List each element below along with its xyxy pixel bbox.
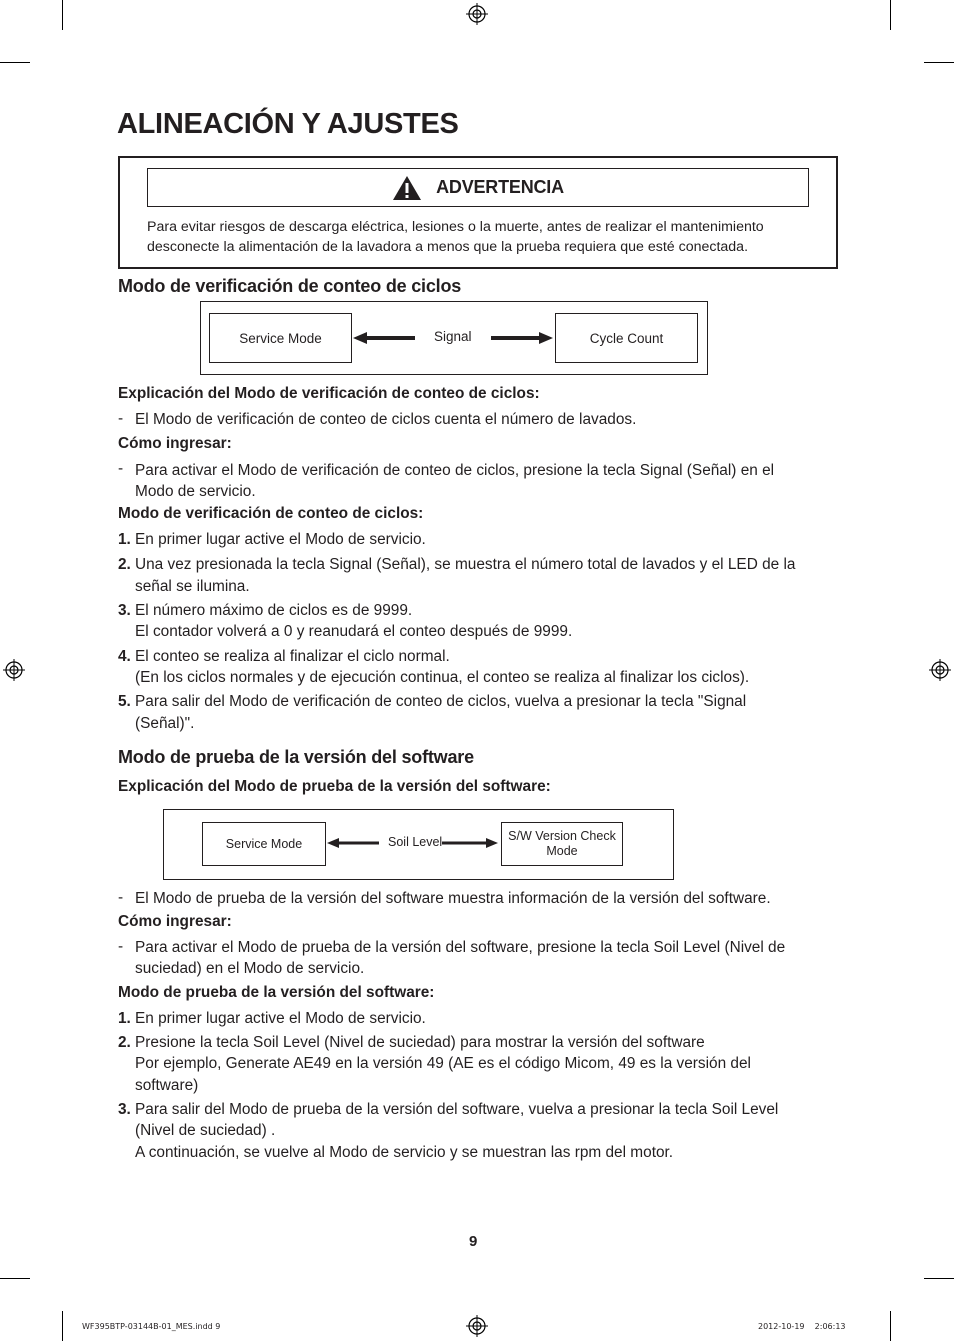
explanation-item: El Modo de verificación de conteo de ciclos cuenta el número de lavados. (135, 411, 637, 428)
step-text: Para salir del Modo de verificación de conteo de ciclos, vuelva a presionar la tecla "Signal (135, 693, 747, 710)
step-number: 3. (118, 1101, 131, 1118)
warning-box (118, 156, 838, 269)
warning-triangle-icon (392, 175, 422, 201)
warning-heading: ADVERTENCIA (436, 177, 564, 197)
step-text: En primer lugar active el Modo de servicio. (135, 1010, 426, 1027)
service-mode-box: Service Mode (202, 822, 326, 866)
bullet-dash: - (118, 938, 124, 955)
mode-heading: Modo de prueba de la versión del software: (118, 984, 435, 1001)
crop-mark (890, 0, 891, 30)
sw-version-line2: Mode (546, 844, 578, 858)
step-number: 3. (118, 602, 131, 619)
cycle-count-box: Cycle Count (555, 313, 698, 363)
enter-heading: Cómo ingresar: (118, 435, 232, 452)
footer-file-name: WF395BTP-03144B-01_MES.indd 9 (82, 1322, 221, 1331)
crop-mark (890, 1311, 891, 1341)
explanation-item: El Modo de prueba de la versión del software muestra información de la versión del software. (135, 890, 771, 907)
software-section-heading: Modo de prueba de la versión del software (118, 747, 474, 767)
footer-timestamp: 2012-10-19 2:06:13 (758, 1322, 846, 1331)
sw-version-line1: S/W Version Check (508, 829, 616, 843)
cycle-section-heading: Modo de verificación de conteo de ciclos (118, 276, 462, 296)
explanation-heading: Explicación del Modo de verificación de conteo de ciclos: (118, 385, 540, 402)
crop-mark (0, 62, 30, 63)
crop-mark (62, 0, 63, 30)
soil-level-label: Soil Level (388, 835, 443, 849)
registration-mark-icon (3, 659, 25, 681)
step-number: 5. (118, 693, 131, 710)
mode-heading: Modo de verificación de conteo de ciclos: (118, 505, 424, 522)
step-text: software) (135, 1077, 199, 1094)
software-diagram (163, 809, 674, 880)
step-text: A continuación, se vuelve al Modo de servicio y se muestran las rpm del motor. (135, 1144, 674, 1161)
arrow-left-icon (327, 837, 381, 849)
step-text: Para salir del Modo de prueba de la versión del software, vuelva a presionar la tecla Soil Level (135, 1101, 779, 1118)
warning-text: Para evitar riesgos de descarga eléctrica, lesiones o la muerte, antes de realizar el mantenimiento desconecte la alimentación de la lavadora a menos que la prueba requiera que esté conectada. (147, 219, 764, 255)
step-text: Una vez presionada la tecla Signal (Señal), se muestra el número total de lavados y el LED de la (135, 556, 796, 573)
page-number: 9 (469, 1233, 478, 1250)
enter-item-line2: Modo de servicio. (135, 483, 256, 500)
crop-mark (924, 62, 954, 63)
enter-item-line1: Para activar el Modo de prueba de la versión del software, presione la tecla Soil Level (Nivel de (135, 939, 786, 956)
step-text: El conteo se realiza al finalizar el ciclo normal. (135, 648, 450, 665)
enter-item-line2: suciedad) en el Modo de servicio. (135, 960, 365, 977)
step-text: En primer lugar active el Modo de servicio. (135, 531, 426, 548)
registration-mark-icon (929, 659, 951, 681)
registration-mark-icon (466, 3, 488, 25)
step-text: Presione la tecla Soil Level (Nivel de suciedad) para mostrar la versión del software (135, 1034, 705, 1051)
crop-mark (0, 1278, 30, 1279)
explanation-heading: Explicación del Modo de prueba de la versión del software: (118, 778, 551, 795)
step-text: El número máximo de ciclos es de 9999. (135, 602, 413, 619)
service-mode-box: Service Mode (209, 313, 352, 363)
arrow-left-icon (353, 331, 417, 345)
crop-mark (924, 1278, 954, 1279)
step-text: Por ejemplo, Generate AE49 en la versión 49 (AE es el código Micom, 49 es la versión del (135, 1055, 751, 1072)
signal-label: Signal (434, 329, 472, 344)
bullet-dash: - (118, 410, 124, 427)
enter-heading: Cómo ingresar: (118, 913, 232, 930)
crop-mark (62, 1311, 63, 1341)
step-text: El contador volverá a 0 y reanudará el conteo después de 9999. (135, 623, 573, 640)
step-text: (Señal)". (135, 715, 195, 732)
step-number: 1. (118, 531, 131, 548)
step-text: señal se ilumina. (135, 578, 250, 595)
step-text: (Nivel de suciedad) . (135, 1122, 276, 1139)
arrow-right-icon (491, 331, 553, 345)
bullet-dash: - (118, 460, 124, 477)
page-title: ALINEACIÓN Y AJUSTES (117, 108, 459, 140)
cycle-diagram (200, 301, 708, 375)
warning-header (147, 168, 809, 207)
enter-item-line1: Para activar el Modo de verificación de conteo de ciclos, presione la tecla Signal (Señal) en el (135, 462, 775, 479)
step-text: (En los ciclos normales y de ejecución continua, el conteo se realiza al finalizar los ciclos). (135, 669, 750, 686)
step-number: 2. (118, 556, 131, 573)
sw-version-check-box (501, 822, 623, 866)
step-number: 2. (118, 1034, 131, 1051)
registration-mark-icon (466, 1315, 488, 1337)
arrow-right-icon (442, 837, 498, 849)
step-number: 4. (118, 648, 131, 665)
bullet-dash: - (118, 889, 124, 906)
step-number: 1. (118, 1010, 131, 1027)
